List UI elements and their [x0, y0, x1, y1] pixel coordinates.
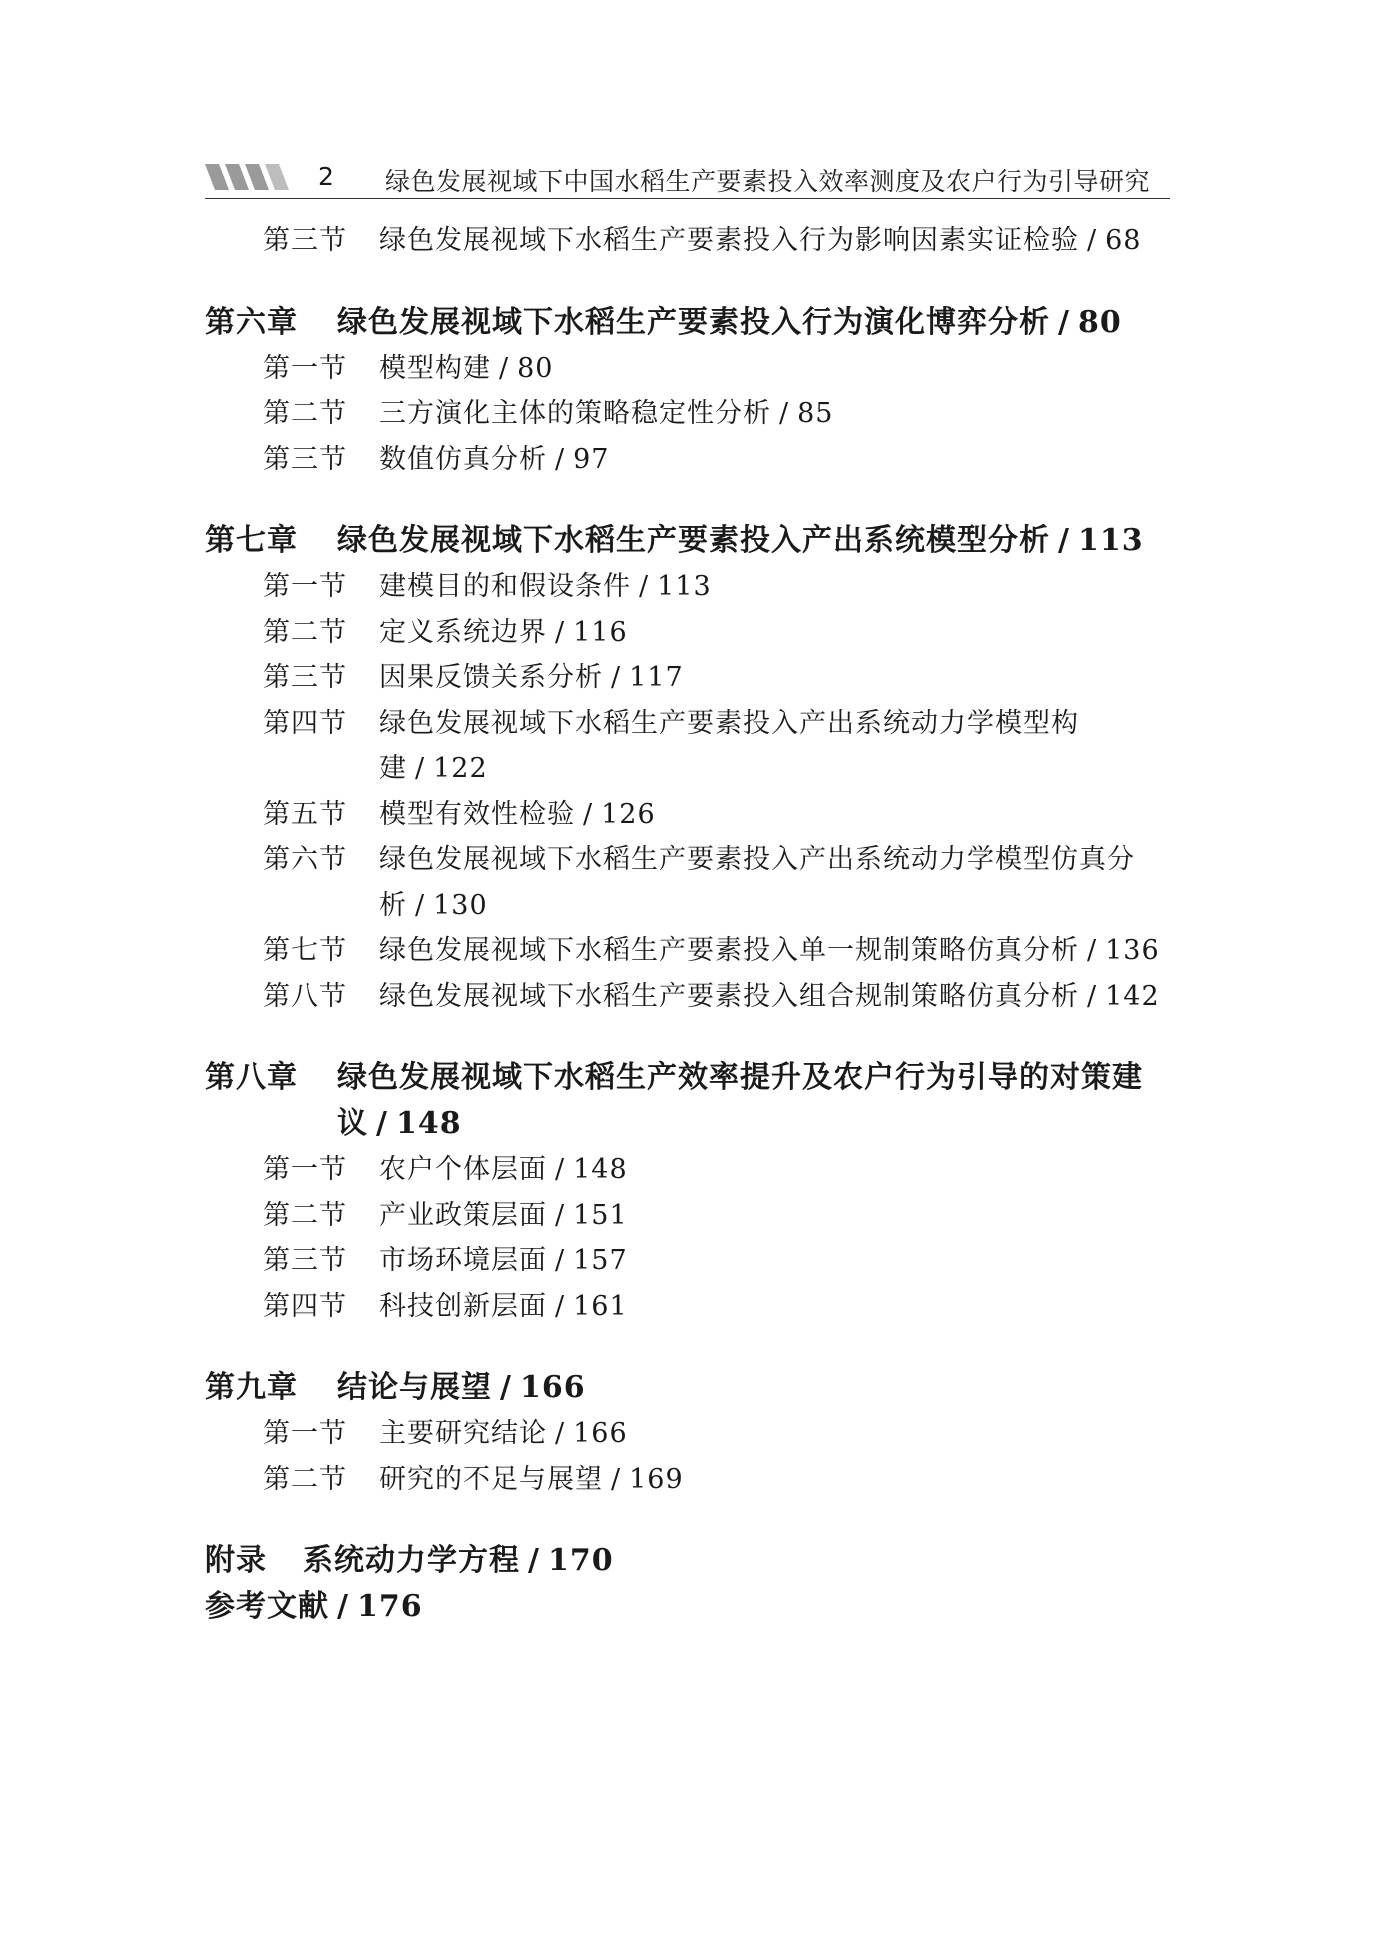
chapter-title: 结论与展望 [337, 1370, 492, 1405]
section-number: 第二节 [263, 616, 347, 648]
separator-slash: / [1087, 225, 1098, 256]
separator-slash: / [555, 616, 566, 648]
separator-slash: / [555, 1290, 566, 1322]
toc-section-entry [205, 655, 1185, 701]
separator-slash: / [1058, 304, 1070, 340]
toc-chapter-entry [205, 300, 1185, 346]
toc-chapter-entry [205, 1365, 1185, 1411]
chapter-title-line [303, 1538, 1133, 1584]
references-page-number: 176 [356, 1589, 423, 1624]
separator-slash: / [779, 398, 790, 429]
section-page-number: 80 [517, 352, 554, 384]
chapter-page-number: 166 [519, 1370, 586, 1405]
section-title-line [379, 391, 1179, 437]
section-title-line [379, 1238, 1179, 1284]
section-title: 科技创新层面 [379, 1290, 547, 1322]
section-page-number: 166 [573, 1418, 628, 1449]
section-title: 三方演化主体的策略稳定性分析 [379, 398, 771, 429]
section-page-number: 157 [573, 1245, 628, 1276]
separator-slash: / [415, 753, 426, 784]
separator-slash: / [611, 1463, 622, 1495]
running-header [205, 160, 1170, 199]
chapter-title: 系统动力学方程 [303, 1543, 520, 1578]
section-title: 市场环境层面 [379, 1245, 547, 1276]
chapter-block [205, 300, 1185, 483]
section-page-number: 126 [601, 798, 656, 830]
section-title: 产业政策层面 [379, 1199, 547, 1231]
section-number: 第四节 [263, 707, 347, 739]
section-title-line [379, 655, 1179, 701]
table-of-contents [205, 218, 1185, 1630]
appendix-block [205, 1538, 1185, 1630]
section-title: 模型有效性检验 [379, 798, 575, 830]
separator-slash: / [1087, 935, 1098, 966]
section-title-line [379, 1457, 1179, 1503]
section-number: 第二节 [263, 398, 347, 429]
chapter-number: 第六章 [205, 304, 298, 340]
section-title: 模型构建 [379, 352, 491, 384]
section-page-number: 113 [657, 571, 712, 602]
toc-section-entry [205, 837, 1185, 928]
section-title-line [379, 1147, 1179, 1193]
separator-slash: / [555, 1199, 566, 1231]
toc-section-entry [205, 1193, 1185, 1239]
section-title: 绿色发展视域下水稻生产要素投入行为影响因素实证检验 [379, 225, 1079, 256]
section-number: 第七节 [263, 935, 347, 966]
section-title: 绿色发展视域下水稻生产要素投入组合规制策略仿真分析 [379, 980, 1079, 1012]
chapter-block [205, 1365, 1185, 1502]
section-number: 第五节 [263, 798, 347, 830]
toc-section-entry [205, 1457, 1185, 1503]
section-page-number: 148 [573, 1154, 628, 1185]
section-title-line [379, 792, 1179, 838]
continued-section-block [205, 218, 1185, 264]
section-title-line [379, 701, 1179, 792]
section-page-number: 122 [433, 753, 488, 784]
toc-section-entry [205, 437, 1185, 483]
section-title-line [379, 928, 1179, 974]
separator-slash: / [583, 798, 594, 830]
toc-references-entry [205, 1584, 1185, 1630]
section-page-number: 116 [573, 616, 628, 648]
section-page-number: 169 [629, 1463, 684, 1495]
chapter-title-line [337, 1365, 1167, 1411]
chapter-title: 绿色发展视域下水稻生产效率提升及农户行为引导的对策建议 [337, 1060, 1143, 1141]
chapter-page-number: 113 [1077, 523, 1144, 558]
section-page-number: 151 [573, 1199, 628, 1231]
chapter-page-number: 148 [395, 1106, 462, 1141]
section-title-line [379, 437, 1179, 483]
chapter-title-line [337, 1055, 1167, 1147]
section-page-number: 161 [573, 1290, 628, 1322]
separator-slash: / [337, 1589, 349, 1624]
section-title-line [379, 1411, 1179, 1457]
toc-section-entry [205, 391, 1185, 437]
section-title-line [379, 1284, 1179, 1330]
section-title: 农户个体层面 [379, 1154, 547, 1185]
separator-slash: / [555, 1418, 566, 1449]
section-number: 第三节 [263, 1245, 347, 1276]
toc-section-entry [205, 974, 1185, 1020]
section-title: 绿色发展视域下水稻生产要素投入单一规制策略仿真分析 [379, 935, 1079, 966]
toc-section-entry [205, 928, 1185, 974]
header-decoration-bars [205, 164, 295, 190]
chapter-number: 第九章 [205, 1370, 298, 1405]
separator-slash: / [528, 1543, 540, 1578]
section-number: 第一节 [263, 352, 347, 384]
chapter-block [205, 518, 1185, 1019]
section-number: 第三节 [263, 662, 347, 693]
section-title: 建模目的和假设条件 [379, 571, 631, 602]
section-title: 因果反馈关系分析 [379, 662, 603, 693]
section-number: 第三节 [263, 225, 347, 256]
section-page-number: 136 [1105, 935, 1160, 966]
section-page-number: 130 [433, 889, 488, 921]
section-page-number: 142 [1105, 980, 1160, 1012]
separator-slash: / [500, 1370, 512, 1405]
separator-slash: / [1087, 980, 1098, 1012]
section-number: 第一节 [263, 571, 347, 602]
section-title: 主要研究结论 [379, 1418, 547, 1449]
separator-slash: / [499, 352, 510, 384]
toc-chapter-entry [205, 1055, 1185, 1147]
toc-section-entry [205, 610, 1185, 656]
section-page-number: 97 [573, 443, 610, 475]
section-number: 第四节 [263, 1290, 347, 1322]
chapter-title: 绿色发展视域下水稻生产要素投入产出系统模型分析 [337, 523, 1050, 558]
separator-slash: / [415, 889, 426, 921]
toc-section-entry [205, 1411, 1185, 1457]
chapter-number: 第八章 [205, 1060, 298, 1095]
toc-section-entry [205, 1284, 1185, 1330]
chapter-block [205, 1055, 1185, 1329]
section-number: 第八节 [263, 980, 347, 1012]
section-page-number: 85 [797, 398, 834, 429]
section-title: 绿色发展视域下水稻生产要素投入产出系统动力学模型仿真分析 [379, 844, 1135, 921]
section-number: 第一节 [263, 1154, 347, 1185]
section-title-line [379, 218, 1179, 264]
separator-slash: / [1058, 523, 1070, 558]
toc-section-entry [205, 1238, 1185, 1284]
chapter-number: 第七章 [205, 523, 298, 558]
chapter-number: 附录 [205, 1543, 267, 1578]
toc-section-entry [205, 346, 1185, 392]
chapter-page-number: 170 [547, 1543, 614, 1578]
chapter-page-number: 80 [1077, 304, 1122, 340]
toc-section-entry [205, 564, 1185, 610]
header-book-title: 绿色发展视域下中国水稻生产要素投入效率测度及农户行为引导研究 [385, 167, 1151, 196]
toc-section-entry [205, 701, 1185, 792]
section-title: 绿色发展视域下水稻生产要素投入产出系统动力学模型构建 [379, 707, 1079, 784]
toc-section-entry [205, 792, 1185, 838]
section-title-line [379, 564, 1179, 610]
separator-slash: / [639, 571, 650, 602]
chapter-title: 绿色发展视域下水稻生产要素投入行为演化博弈分析 [337, 304, 1050, 340]
toc-chapter-entry [205, 1538, 1185, 1584]
toc-chapter-entry [205, 518, 1185, 564]
toc-section-entry [205, 218, 1185, 264]
header-page-number: 2 [318, 162, 334, 191]
section-number: 第六节 [263, 844, 347, 875]
section-title-line [379, 837, 1179, 928]
separator-slash: / [376, 1106, 388, 1141]
section-title-line [379, 1193, 1179, 1239]
chapter-title-line [337, 300, 1167, 346]
section-page-number: 117 [629, 662, 684, 693]
references-title: 参考文献 [205, 1589, 329, 1624]
separator-slash: / [555, 1245, 566, 1276]
section-title-line [379, 974, 1179, 1020]
section-title-line [379, 610, 1179, 656]
section-number: 第二节 [263, 1199, 347, 1231]
section-page-number: 68 [1105, 225, 1142, 256]
section-number: 第三节 [263, 443, 347, 475]
section-title: 定义系统边界 [379, 616, 547, 648]
references-title-line [205, 1584, 423, 1630]
section-number: 第二节 [263, 1463, 347, 1495]
section-number: 第一节 [263, 1418, 347, 1449]
separator-slash: / [611, 662, 622, 693]
section-title: 研究的不足与展望 [379, 1463, 603, 1495]
toc-section-entry [205, 1147, 1185, 1193]
section-title-line [379, 346, 1179, 392]
separator-slash: / [555, 1154, 566, 1185]
separator-slash: / [555, 443, 566, 475]
chapter-title-line [337, 518, 1167, 564]
section-title: 数值仿真分析 [379, 443, 547, 475]
